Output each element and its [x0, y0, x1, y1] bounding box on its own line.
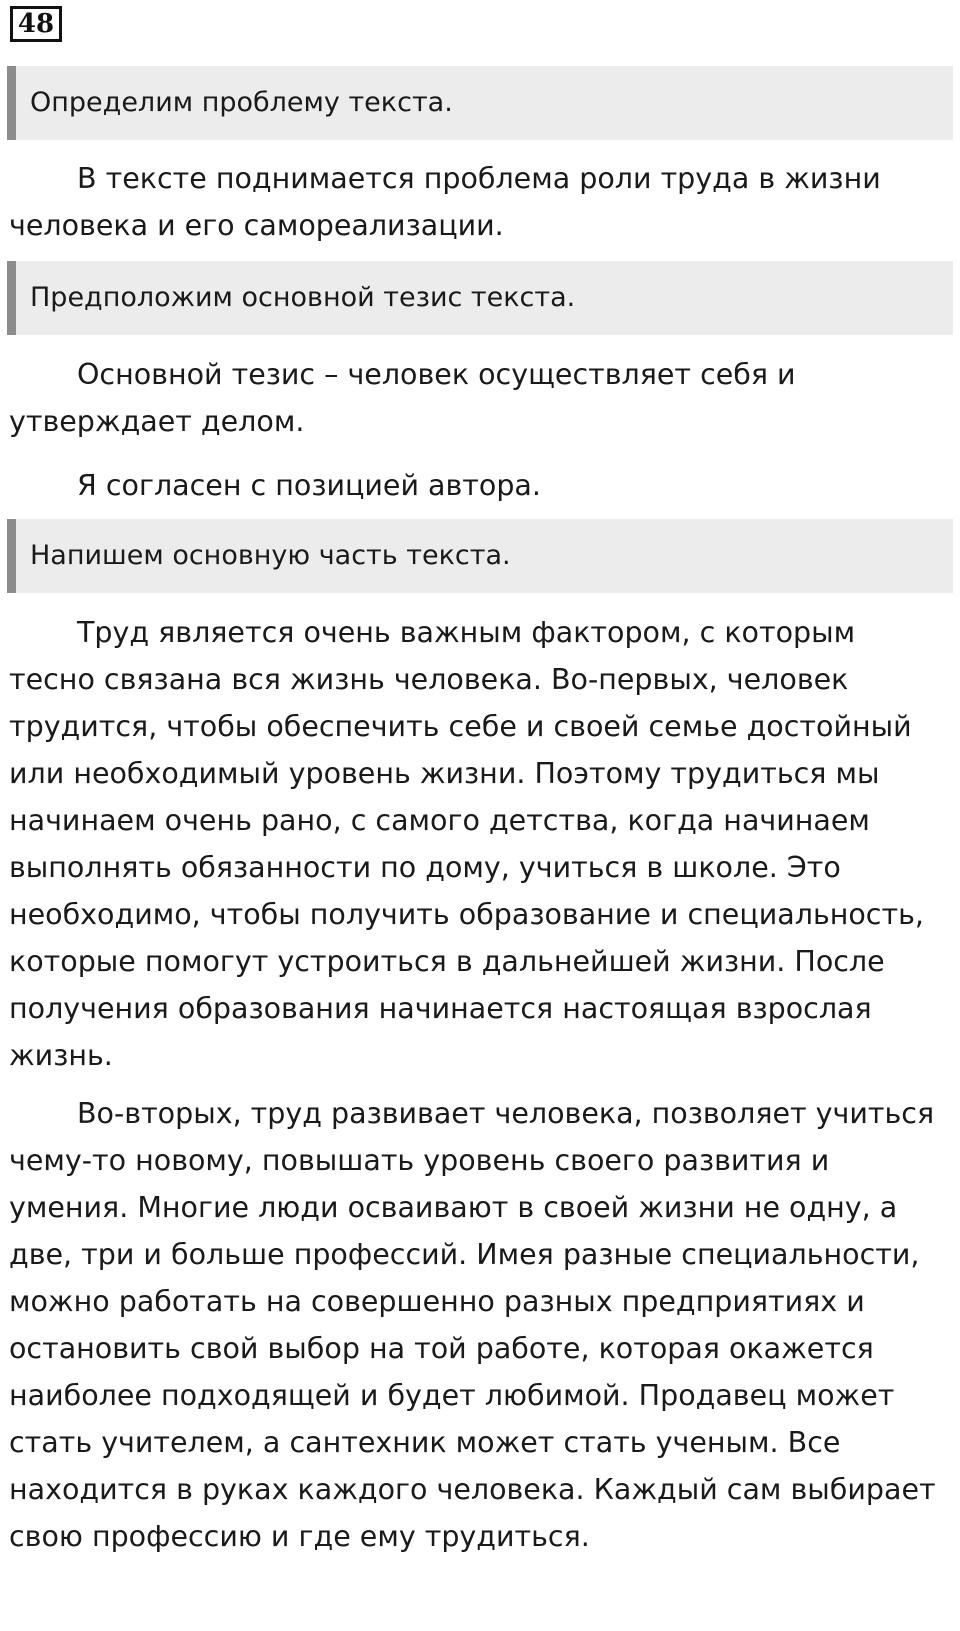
- text-line: Труд является очень важным фактором, с которым: [77, 616, 856, 649]
- paragraph-main-second: [9, 1090, 951, 1560]
- text-line: Во-вторых, труд развивает человека, позволяет учиться: [77, 1097, 935, 1130]
- text-line: получения образования начинается настоящая взрослая: [9, 992, 872, 1025]
- text-line: чему-то новому, повышать уровень своего развития и: [9, 1144, 830, 1177]
- text-line: две, три и больше профессий. Имея разные специальности,: [9, 1238, 920, 1271]
- text-line: остановить свой выбор на той работе, которая окажется: [9, 1332, 874, 1365]
- text-line: трудится, чтобы обеспечить себе и своей семье достойный: [9, 710, 912, 743]
- text-line: утверждает делом.: [9, 405, 305, 438]
- text-line: можно работать на совершенно разных предприятиях и: [9, 1285, 865, 1318]
- text-line: свою профессию и где ему трудиться.: [9, 1520, 590, 1553]
- paragraph-main-first: [9, 609, 951, 1079]
- text-line: стать учителем, а сантехник может стать ученым. Все: [9, 1426, 841, 1459]
- text-line: находится в руках каждого человека. Каждый сам выбирает: [9, 1473, 936, 1506]
- text-line: Я согласен с позицией автора.: [77, 469, 541, 502]
- section-heading-main-part: Напишем основную часть текста.: [7, 519, 953, 593]
- text-line: жизнь.: [9, 1039, 113, 1072]
- text-line: тесно связана вся жизнь человека. Во-первых, человек: [9, 663, 849, 696]
- text-line: человека и его самореализации.: [9, 209, 504, 242]
- text-line: или необходимый уровень жизни. Поэтому трудиться мы: [9, 757, 880, 790]
- paragraph-agreement: [9, 462, 951, 509]
- text-line: умения. Многие люди осваивают в своей жизни не одну, а: [9, 1191, 898, 1224]
- section-heading-thesis: Предположим основной тезис текста.: [7, 261, 953, 335]
- text-line: которые помогут устроиться в дальнейшей жизни. После: [9, 945, 885, 978]
- text-line: необходимо, чтобы получить образование и специальность,: [9, 898, 924, 931]
- text-line: Основной тезис – человек осуществляет себя и: [77, 358, 796, 391]
- task-number-badge: 48: [10, 6, 62, 42]
- paragraph-thesis: [9, 351, 951, 445]
- paragraph-problem: [9, 155, 951, 249]
- text-line: начинаем очень рано, с самого детства, когда начинаем: [9, 804, 870, 837]
- text-line: В тексте поднимается проблема роли труда в жизни: [77, 162, 881, 195]
- text-line: наиболее подходящей и будет любимой. Продавец может: [9, 1379, 895, 1412]
- section-heading-problem: Определим проблему текста.: [7, 66, 953, 140]
- text-line: выполнять обязанности по дому, учиться в школе. Это: [9, 851, 841, 884]
